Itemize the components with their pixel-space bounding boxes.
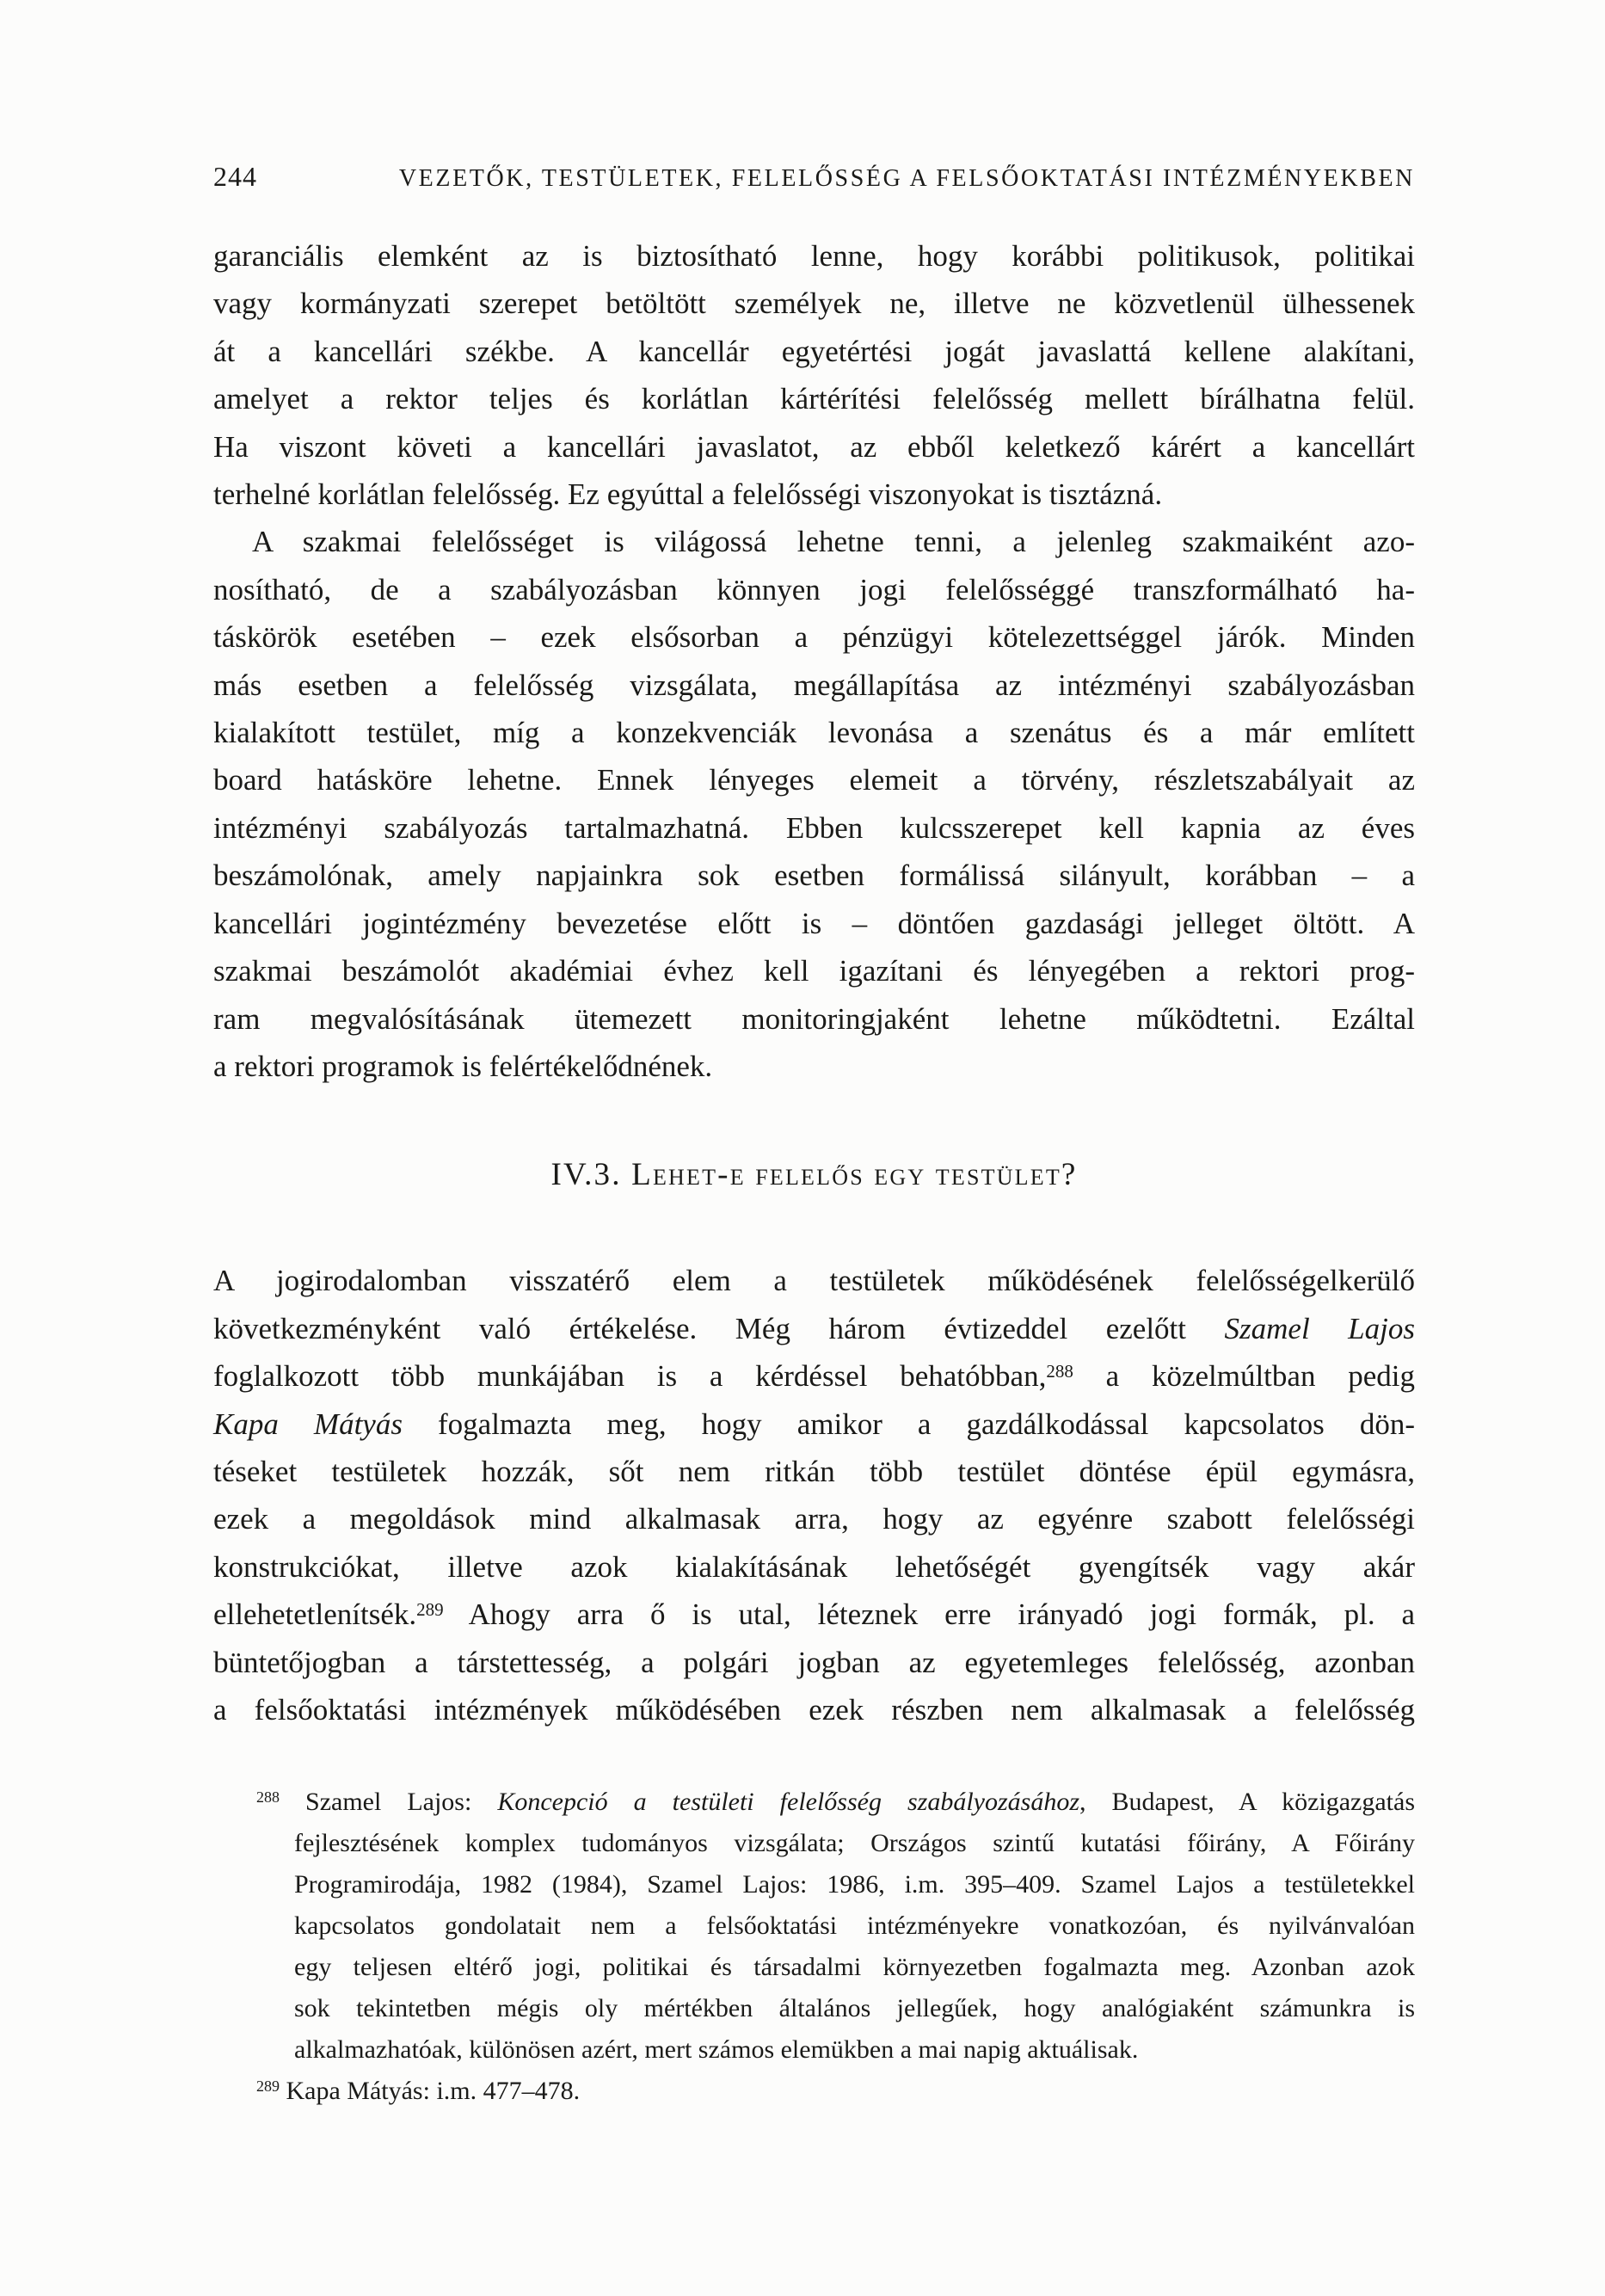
text-run: Ahogy arra ő is utal, léteznek erre irányadó jogi formák, pl. a xyxy=(443,1597,1415,1632)
text-line xyxy=(213,900,1415,947)
text-line xyxy=(213,566,1415,613)
footnote xyxy=(213,1782,1415,2071)
page-body xyxy=(0,232,1605,2112)
text-run: amelyet a rektor teljes és korlátlan kártérítési felelősség mellett bírálhatna felül. xyxy=(213,382,1415,416)
text-run: a rektori programok is felértékelődnének. xyxy=(213,1049,713,1083)
text-line xyxy=(213,947,1415,994)
text-run: ram megvalósításának ütemezett monitoringjaként lehetne működtetni. Ezáltal xyxy=(213,1001,1415,1036)
text-line xyxy=(213,1257,1415,1304)
text-line xyxy=(213,423,1415,471)
text-line xyxy=(294,1905,1415,1947)
text-run: terhelné korlátlan felelősség. Ez egyúttal a felelősségi viszonyokat is tisztázná. xyxy=(213,477,1163,512)
text-run: fejlesztésének komplex tudományos vizsgálata; Országos szintű kutatási főirány, A Főirány xyxy=(294,1829,1415,1858)
text-line xyxy=(213,756,1415,803)
text-run: kapcsolatos gondolatait nem a felsőoktatási intézményekre vonatkozóan, és nyilvánvalóan xyxy=(294,1911,1415,1941)
text-line xyxy=(256,1782,1415,1823)
text-run: konstrukciókat, illetve azok kialakításának lehetőségét gyengítsék vagy akár xyxy=(213,1549,1415,1584)
footnote-ref: 289 xyxy=(416,1598,444,1620)
text-line xyxy=(213,1543,1415,1591)
text-run: A jogirodalomban visszatérő elem a testületek működésének felelősségelkerülő xyxy=(213,1264,1415,1298)
italic-text: Szamel Lajos xyxy=(1224,1311,1415,1345)
text-line xyxy=(213,280,1415,327)
text-run: büntetőjogban a társtettesség, a polgári jogban az egyetemleges felelősség, azonban xyxy=(213,1645,1415,1679)
text-run: ellehetetlenítsék. xyxy=(213,1597,417,1632)
text-line xyxy=(213,232,1415,280)
italic-text: Kapa Mátyás xyxy=(213,1407,403,1441)
text-line xyxy=(213,804,1415,852)
footnotes xyxy=(213,1782,1415,2112)
footnote-ref: 288 xyxy=(256,1788,280,1807)
text-run: board hatásköre lehetne. Ennek lényeges elemeit a törvény, részletszabályait az xyxy=(213,763,1415,797)
paragraph xyxy=(213,232,1415,518)
text-line xyxy=(294,1864,1415,1905)
text-run: Szamel Lajos: xyxy=(280,1788,498,1817)
text-run: A szakmai felelősséget is világossá lehetne tenni, a jelenleg szakmaiként azo- xyxy=(252,525,1415,559)
text-line xyxy=(294,2029,1415,2071)
text-run: garanciális elemként az is biztosítható lenne, hogy korábbi politikusok, politikai xyxy=(213,239,1415,273)
text-line xyxy=(213,1495,1415,1542)
text-run: foglalkozott több munkájában is a kérdéssel behatóbban, xyxy=(213,1359,1047,1394)
body-text-top xyxy=(213,232,1415,1090)
text-line xyxy=(213,709,1415,756)
text-line xyxy=(294,1988,1415,2029)
text-run: alkalmazhatóak, különösen azért, mert számos elemükben a mai napig aktuálisak. xyxy=(294,2035,1139,2065)
text-run: téseket testületek hozzák, sőt nem ritkán több testület döntése épül egymásra, xyxy=(213,1454,1415,1488)
text-line xyxy=(213,471,1415,518)
text-line xyxy=(256,2071,1415,2112)
text-line xyxy=(213,1591,1415,1638)
text-run: a közelmúltban pedig xyxy=(1073,1359,1415,1394)
text-run: következményként való értékelése. Még három évtizeddel ezelőtt xyxy=(213,1311,1225,1345)
text-run: intézményi szabályozás tartalmazhatná. Ebben kulcsszerepet kell kapnia az éves xyxy=(213,810,1415,845)
text-run: nosítható, de a szabályozásban könnyen jogi felelősséggé transzformálható ha- xyxy=(213,572,1415,606)
text-run: ezek a megoldások mind alkalmasak arra, hogy az egyénre szabott felelősségi xyxy=(213,1502,1415,1536)
text-run: sok tekintetben mégis oly mértékben általános jellegűek, hogy analógiaként számunkra is xyxy=(294,1994,1415,2023)
footnote-ref: 288 xyxy=(1046,1360,1073,1382)
text-run: beszámolónak, amely napjainkra sok esetben formálissá silányult, korábban – a xyxy=(213,859,1415,893)
text-run: kialakított testület, míg a konzekvenciák levonása a szenátus és a már említett xyxy=(213,716,1415,750)
text-run: Kapa Mátyás: i.m. 477–478. xyxy=(280,2077,581,2106)
text-line xyxy=(213,1400,1415,1448)
text-run: Programirodája, 1982 (1984), Szamel Lajos: 1986, i.m. 395–409. Szamel Lajos a testületekkel xyxy=(294,1870,1415,1899)
text-line xyxy=(213,518,1415,565)
text-line xyxy=(213,1043,1415,1090)
text-line xyxy=(294,1947,1415,1988)
text-line xyxy=(294,1823,1415,1864)
text-run: egy teljesen eltérő jogi, politikai és társadalmi környezetben fogalmazta meg. Azonban azok xyxy=(294,1953,1415,1982)
text-line xyxy=(213,1352,1415,1400)
paragraph xyxy=(213,1257,1415,1733)
text-run: , Budapest, A közigazgatás xyxy=(1079,1788,1415,1817)
text-line xyxy=(213,995,1415,1043)
text-run: vagy kormányzati szerepet betöltött személyek ne, illetve ne közvetlenül ülhessenek xyxy=(213,286,1415,321)
text-line xyxy=(213,1305,1415,1352)
text-line xyxy=(213,1686,1415,1733)
text-line xyxy=(213,662,1415,709)
body-text-bottom xyxy=(213,1257,1415,1733)
text-line xyxy=(213,1639,1415,1686)
paragraph xyxy=(213,518,1415,1090)
text-line xyxy=(213,328,1415,375)
text-run: a felsőoktatási intézmények működésében ezek részben nem alkalmasak a felelősség xyxy=(213,1692,1415,1727)
page-number: 244 xyxy=(213,161,257,192)
running-header-title: VEZETŐK, TESTÜLETEK, FELELŐSSÉG A FELSŐOKTATÁSI INTÉZMÉNYEKBEN xyxy=(398,165,1415,192)
text-run: fogalmazta meg, hogy amikor a gazdálkodással kapcsolatos dön- xyxy=(402,1407,1415,1441)
text-line xyxy=(213,613,1415,661)
section-heading: IV.3. Lehet-e felelős egy testület? xyxy=(550,1157,1078,1193)
text-run: szakmai beszámolót akadémiai évhez kell igazítani és lényegében a rektori prog- xyxy=(213,954,1415,988)
text-line xyxy=(213,375,1415,422)
running-header xyxy=(213,159,1415,196)
text-line xyxy=(213,1448,1415,1495)
italic-text: Koncepció a testületi felelősség szabályozásához xyxy=(497,1788,1080,1817)
text-run: táskörök esetében – ezek elsősorban a pénzügyi kötelezettséggel járók. Minden xyxy=(213,620,1415,655)
footnote xyxy=(213,2071,1415,2112)
text-line xyxy=(213,852,1415,899)
text-run: át a kancellári székbe. A kancellár egyetértési jogát javaslattá kellene alakítani, xyxy=(213,334,1415,368)
text-run: Ha viszont követi a kancellári javaslatot, az ebből keletkező kárért a kancellárt xyxy=(213,429,1415,464)
footnote-ref: 289 xyxy=(256,2077,280,2096)
text-run: más esetben a felelősség vizsgálata, megállapítása az intézményi szabályozásban xyxy=(213,668,1415,702)
text-run: kancellári jogintézmény bevezetése előtt is – döntően gazdasági jelleget öltött. A xyxy=(213,906,1415,940)
